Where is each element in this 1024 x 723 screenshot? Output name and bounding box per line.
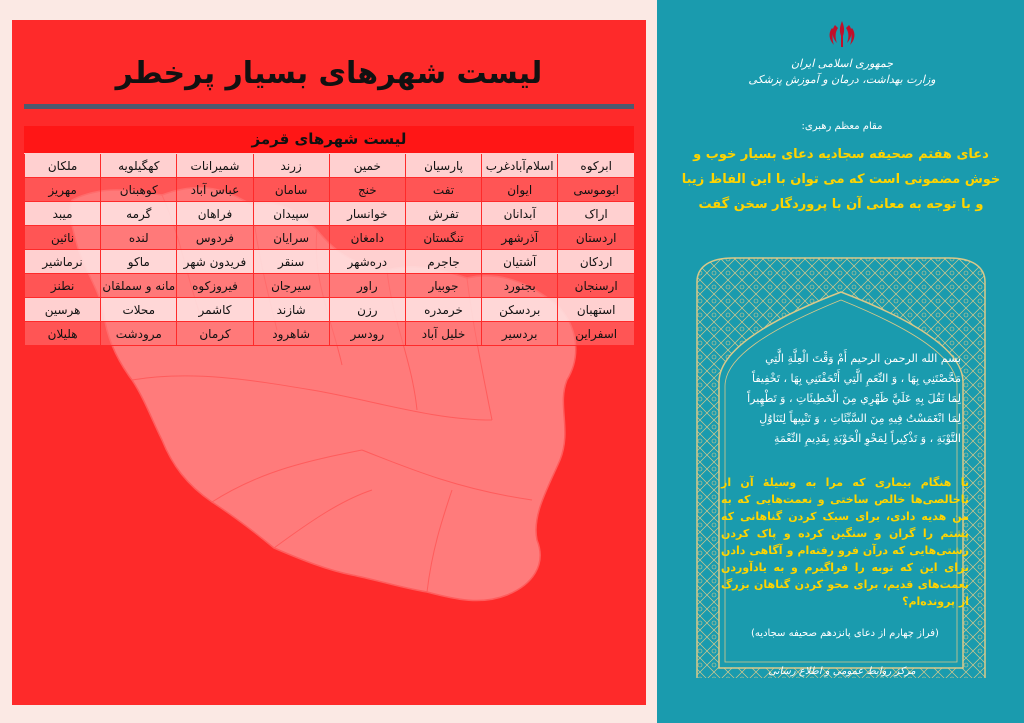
table-row: [25, 274, 635, 298]
iran-map: [12, 20, 646, 705]
city-cell: خوانسار: [329, 202, 405, 226]
city-cell: هلیلان: [25, 322, 101, 346]
city-cell: فیروزکوه: [177, 274, 253, 298]
city-cell: نرماشیر: [25, 250, 101, 274]
city-cell: آشتیان: [482, 250, 558, 274]
city-cell: کوهبنان: [101, 178, 177, 202]
ministry-line-name: وزارت بهداشت، درمان و آموزش پزشکی: [748, 73, 936, 86]
city-cell: رزن: [329, 298, 405, 322]
city-cell: محلات: [101, 298, 177, 322]
city-cell: اردستان: [558, 226, 634, 250]
table-row: [25, 298, 635, 322]
table-row: [25, 322, 635, 346]
city-cell: میبد: [25, 202, 101, 226]
city-cell: ماکو: [101, 250, 177, 274]
city-cell: شاهرود: [253, 322, 329, 346]
city-cell: راور: [329, 274, 405, 298]
city-cell: دره‌شهر: [329, 250, 405, 274]
city-cell: ارسنجان: [558, 274, 634, 298]
city-cell: مرودشت: [101, 322, 177, 346]
leader-quote: دعای هفتم صحیفه سجادیه دعای بسیار خوب و خوش مضمونی است که می توان با این الفاظ زیبا و با توجه به معانی آن با پروردگار سخن گفت: [681, 147, 1001, 212]
city-cell: زرند: [253, 154, 329, 178]
city-cell: نطنز: [25, 274, 101, 298]
city-cell: ابوموسی: [558, 178, 634, 202]
city-cell: ابرکوه: [558, 154, 634, 178]
city-cell: بردسیر: [482, 322, 558, 346]
city-cell: تفت: [405, 178, 481, 202]
ornamental-frame: [693, 252, 989, 682]
city-cell: فریدون شهر: [177, 250, 253, 274]
city-cell: عباس آباد: [177, 178, 253, 202]
city-cell: شازند: [253, 298, 329, 322]
city-cell: استهبان: [558, 298, 634, 322]
city-cell: پارسیان: [405, 154, 481, 178]
city-cell: آذرشهر: [482, 226, 558, 250]
city-cell: گرمه: [101, 202, 177, 226]
city-cell: سپیدان: [253, 202, 329, 226]
left-panel: [12, 20, 646, 705]
arabic-prayer-text: بسم الله الرحمن الرحيم أَمْ وَقْتَ الْعِلَّةِ الَّتِي مَحَّصْتَنِي بِهَا ، وَ النِّعَمِ الَّتِي أَتْحَفْتَنِي بِهَا ، تَخْفِيفاً لِمَا ثَقُلَ بِهِ عَلَيَّ ظَهْرِي مِنَ الْخَطِيئَاتِ ، وَ تَطْهِيراً لِمَا انْغَمَسْتُ فِيهِ مِنَ السَّيِّئَاتِ ، وَ تَنْبِيهاً لِتَنَاوُلِ التَّوْبَةِ ، وَ تَذْكِيراً لِمَحْوِ الْحَوْبَةِ بِقَدِيمِ النِّعْمَةِ: [747, 352, 961, 445]
city-cell: هرسین: [25, 298, 101, 322]
city-cell: فردوس: [177, 226, 253, 250]
city-cell: تنگستان: [405, 226, 481, 250]
city-cell: خمین: [329, 154, 405, 178]
table-row: [25, 226, 635, 250]
city-cell: تفرش: [405, 202, 481, 226]
public-relations-signature: مرکز روابط عمومی و اطلاع رسانی: [768, 666, 916, 677]
city-cell: اسفراین: [558, 322, 634, 346]
city-cell: جاجرم: [405, 250, 481, 274]
city-cell: جوبیار: [405, 274, 481, 298]
city-cell: رودسر: [329, 322, 405, 346]
red-cities-table: [24, 126, 634, 346]
city-cell: کهگیلویه: [101, 154, 177, 178]
city-cell: خرمدره: [405, 298, 481, 322]
city-cell: ایوان: [482, 178, 558, 202]
city-cell: خلیل آباد: [405, 322, 481, 346]
iran-emblem-icon: [826, 18, 858, 50]
table-row: [25, 202, 635, 226]
city-cell: نائین: [25, 226, 101, 250]
ministry-line-country: جمهوری اسلامی ایران: [790, 57, 894, 70]
city-cell: سامان: [253, 178, 329, 202]
city-cell: آبدانان: [482, 202, 558, 226]
persian-translation-text: یا هنگام بیماری که مرا به وسیلهٔ آن از ناخالصی‌ها خالص ساختی و نعمت‌هایی که به من هدیه دادی، برای سبک کردن گناهانی که پشتم را گران و سنگین کرده و پاک کردن زشتی‌هایی که درآن فرو رفته‌ام و آگاهی دادن برای این که توبه را فراگیرم و به یادآوردن نعمت‌های قدیم، برای محو کردن گناهان بزرگ از پرونده‌ام؟: [721, 476, 969, 608]
city-cell: سنقر: [253, 250, 329, 274]
ministry-logo-text: [697, 56, 987, 88]
city-cell: خنج: [329, 178, 405, 202]
city-cell: سرایان: [253, 226, 329, 250]
prayer-source: (فراز چهارم از دعای پانزدهم صحیفه سجادیه): [751, 628, 939, 639]
cities-grid: [24, 154, 634, 346]
table-row: [25, 154, 635, 178]
city-cell: کرمان: [177, 322, 253, 346]
city-cell: دامغان: [329, 226, 405, 250]
city-cell: مهریز: [25, 178, 101, 202]
table-title: لیست شهرهای قرمز: [24, 126, 634, 154]
city-cell: بردسکن: [482, 298, 558, 322]
city-cell: ملکان: [25, 154, 101, 178]
city-cell: شمیرانات: [177, 154, 253, 178]
city-cell: کاشمر: [177, 298, 253, 322]
right-panel: [657, 0, 1024, 723]
title-divider: [24, 104, 634, 109]
city-cell: اسلام‌آباد‌غرب: [482, 154, 558, 178]
page-title: لیست شهرهای بسیار پرخطر: [115, 56, 543, 91]
city-cell: مانه و سملقان: [101, 274, 177, 298]
city-cell: فراهان: [177, 202, 253, 226]
table-row: [25, 250, 635, 274]
leader-label: مقام معظم رهبری:: [801, 121, 883, 132]
city-cell: اردکان: [558, 250, 634, 274]
city-cell: بجنورد: [482, 274, 558, 298]
city-cell: سیرجان: [253, 274, 329, 298]
city-cell: لنده: [101, 226, 177, 250]
table-row: [25, 178, 635, 202]
city-cell: اراک: [558, 202, 634, 226]
